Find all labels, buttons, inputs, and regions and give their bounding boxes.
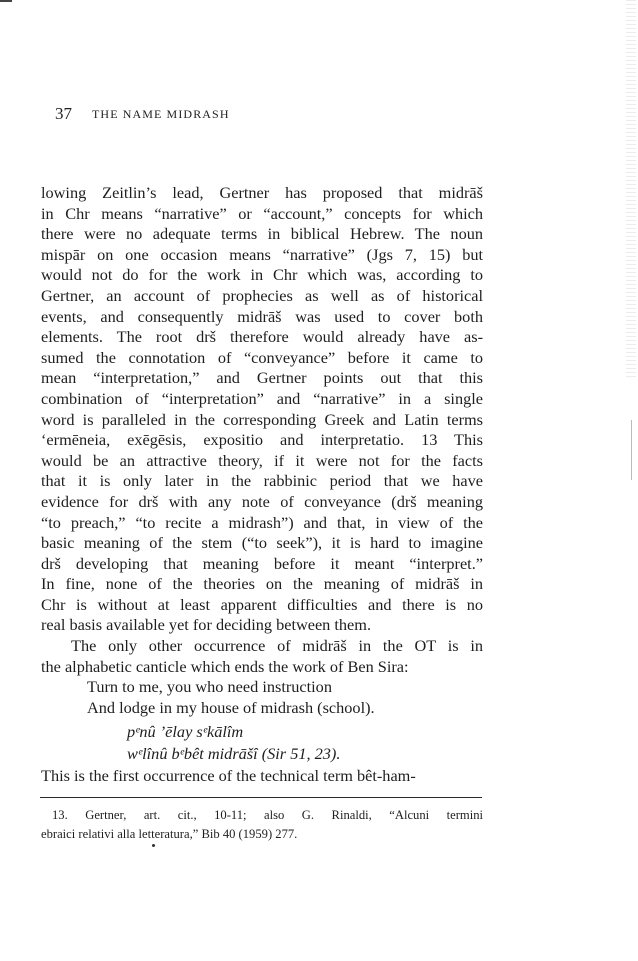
footnote-line: 13. Gertner, art. cit., 10-11; also G. Rinaldi, “Alcuni termini xyxy=(52,808,483,822)
text-line: sumed the connotation of “conveyance” before it came to xyxy=(41,347,483,367)
text-line: evidence for drš with any note of conveyance (drš meaning xyxy=(41,491,483,511)
text-line: the alphabetic canticle which ends the work of Ben Sira: xyxy=(41,656,409,676)
verse-line-transliteration: wᵉlînû bᵉbêt midrāšî (Sir 51, 23). xyxy=(127,744,341,764)
text-line: Chr is without at least apparent difficulties and there is no xyxy=(41,594,483,614)
verse-line-english: And lodge in my house of midrash (school). xyxy=(87,697,375,717)
text-line: elements. The root drš therefore would already have as- xyxy=(41,327,483,347)
main-text-continued xyxy=(41,766,483,787)
running-head: THE NAME MIDRASH xyxy=(92,107,230,121)
text-line: events, and consequently midrāš was used to cover both xyxy=(41,306,483,326)
verse-gap xyxy=(41,718,483,721)
page-number: 37 xyxy=(55,104,72,123)
main-text xyxy=(41,183,483,765)
text-line: lowing Zeitlin’s lead, Gertner has proposed that midrāš xyxy=(41,183,483,202)
verse-line-transliteration: pᵉnû ’ēlay sᵉkālîm xyxy=(127,722,244,742)
text-line: In fine, none of the theories on the meaning of midrāš in xyxy=(41,574,483,594)
scan-edge-rule xyxy=(0,0,12,2)
verse-line-english: Turn to me, you who need instruction xyxy=(87,677,332,697)
text-line: basic meaning of the stem (“to seek”), it is hard to imagine xyxy=(41,533,483,553)
text-line: would be an attractive theory, if it were not for the facts xyxy=(41,450,483,470)
text-line: real basis available yet for deciding between them. xyxy=(41,615,372,635)
text-line: The only other occurrence of midrāš in the OT is in xyxy=(71,636,483,656)
text-line: there were no adequate terms in biblical Hebrew. The noun xyxy=(41,224,483,244)
page-header xyxy=(55,104,230,124)
scan-margin-mark xyxy=(631,420,632,480)
footnote-line: ebraici relativi alla letteratura,” Bib 40 (1959) 277. xyxy=(41,826,298,841)
text-line: would not do for the work in Chr which was, according to xyxy=(41,265,483,285)
text-line: mean “interpretation,” and Gertner points out that this xyxy=(41,368,483,388)
text-line: This is the first occurrence of the technical term bêt-ham- xyxy=(41,766,416,785)
text-line: word is paralleled in the corresponding Greek and Latin terms xyxy=(41,409,483,429)
text-line: mispār on one occasion means “narrative” (Jgs 7, 15) but xyxy=(41,244,483,264)
text-line: that it is only later in the rabbinic period that we have xyxy=(41,471,483,491)
footnote xyxy=(41,806,483,843)
footnote-rule xyxy=(40,797,482,798)
text-line: ‘ermēneia, exēgēsis, expositio and interpretatio. 13 This xyxy=(41,430,483,450)
text-line: “to preach,” “to recite a midrash”) and that, in view of the xyxy=(41,512,483,532)
text-line: drš developing that meaning before it meant “interpret.” xyxy=(41,553,483,573)
ink-dot xyxy=(152,844,155,847)
scan-edge-marks xyxy=(626,0,636,380)
text-line: in Chr means “narrative” or “account,” concepts for which xyxy=(41,203,483,223)
text-line: combination of “interpretation” and “narrative” in a single xyxy=(41,388,483,408)
text-line: Gertner, an account of prophecies as well as of historical xyxy=(41,285,483,305)
